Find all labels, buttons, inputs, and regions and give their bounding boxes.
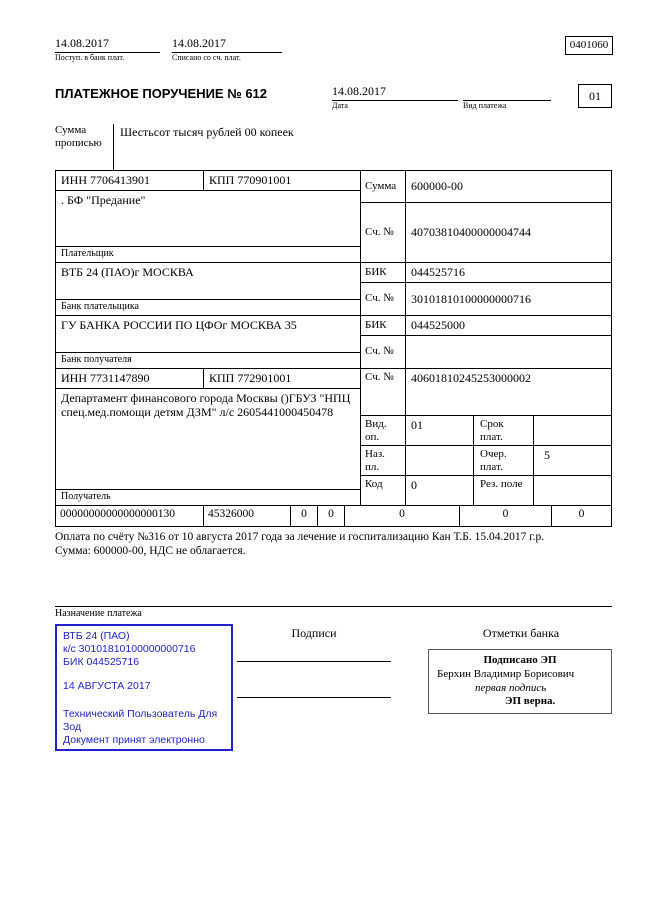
purpose-caption: Назначение платежа	[55, 606, 612, 620]
purpose-code-value	[406, 446, 474, 475]
payment-kind-label: Вид платежа	[463, 101, 507, 110]
queue-label: Очер. плат.	[474, 446, 534, 475]
payee-bank-name: ГУ БАНКА РОССИИ ПО ЦФОг МОСКВА 35	[61, 318, 297, 332]
signature-line-2	[237, 697, 391, 698]
budget-cell-period: 0	[318, 506, 345, 526]
field-doc-date	[332, 84, 458, 111]
payer-bank-bik-label: БИК	[361, 263, 406, 282]
payee-bank-account-label: Сч. №	[361, 336, 406, 368]
esign-title: Подписано ЭП	[483, 654, 557, 666]
signature-line-1	[237, 661, 391, 662]
sum-label: Сумма	[361, 171, 406, 202]
payee-inn: ИНН 7731147890	[56, 369, 204, 388]
op-type-label: Вид. оп.	[361, 416, 406, 445]
payer-kpp: КПП 770901001	[209, 173, 292, 187]
field-payment-kind	[463, 84, 551, 111]
status-code-box: 01	[578, 84, 612, 108]
payer-inn: ИНН 7706413901	[56, 171, 204, 190]
payer-bank-account-value: 30101810100000000716	[411, 291, 531, 306]
date-debited-value: 14.08.2017	[172, 36, 282, 53]
payee-name: Департамент финансового города Москвы ()ГБУЗ "НПЦ спец.мед.помощи детям ДЗМ" л/с 2605441000450478	[61, 391, 351, 420]
esign-stamp	[428, 649, 612, 714]
payer-bank-account-label: Сч. №	[361, 283, 406, 315]
doc-date-label: Дата	[332, 101, 348, 111]
code-value: 0	[406, 476, 474, 505]
budget-cell-kbk: 00000000000000000130	[56, 506, 204, 526]
signatures-label: Подписи	[291, 626, 337, 640]
esign-name: Берхин Владимир Борисович	[437, 667, 575, 680]
payer-bank-caption: Банк плательщика	[56, 299, 360, 315]
payer-name: . БФ "Предание"	[61, 193, 146, 207]
payer-bank-block	[56, 263, 611, 316]
stamp-accepted: Документ принят электронно	[63, 733, 205, 746]
payee-bank-caption: Банк получателя	[56, 352, 360, 368]
stamp-bik: БИК 044525716	[63, 656, 140, 669]
code-label: Код	[361, 476, 406, 505]
date-received-value: 14.08.2017	[55, 36, 160, 53]
payee-caption: Получатель	[56, 489, 360, 505]
term-label: Срок плат.	[474, 416, 534, 445]
payment-kind-value	[463, 84, 551, 101]
budget-cell-oktmo: 45326000	[204, 506, 291, 526]
payee-account-value: 40601810245253000002	[411, 371, 531, 385]
bank-marks-label: Отметки банка	[482, 626, 560, 640]
budget-cell-docnum: 0	[345, 506, 460, 526]
payee-bank-block	[56, 316, 611, 369]
queue-value: 5	[544, 448, 550, 462]
stamp-date: 14 АВГУСТА 2017	[63, 680, 151, 693]
doc-date-value: 14.08.2017	[332, 84, 458, 101]
budget-fields-row	[56, 506, 611, 526]
purpose-line-2: Сумма: 600000-00, НДС не облагается.	[55, 544, 246, 557]
payer-caption: Плательщик	[56, 246, 360, 262]
document-title: ПЛАТЕЖНОЕ ПОРУЧЕНИЕ № 612	[55, 86, 268, 101]
reserve-value	[534, 476, 611, 505]
payee-account-label: Сч. №	[361, 369, 406, 415]
purpose-code-label: Наз. пл.	[361, 446, 406, 475]
purpose-text	[55, 531, 612, 559]
payer-account-value: 40703810400000004744	[411, 225, 531, 240]
amount-words-value: Шестьсот тысяч рублей 00 копеек	[113, 124, 612, 170]
payee-bank-bik-label: БИК	[361, 316, 406, 335]
sum-value: 600000-00	[411, 179, 463, 194]
stamp-user: Технический Пользователь Для Зод	[63, 707, 218, 733]
payee-block	[56, 369, 611, 506]
budget-cell-basis: 0	[291, 506, 318, 526]
stamp-bank-name: ВТБ 24 (ПАО)	[63, 630, 130, 642]
date-received-label: Поступ. в банк плат.	[55, 53, 125, 63]
amount-words-label: Сумма прописью	[55, 124, 102, 150]
date-debited-label: Списано со сч. плат.	[172, 53, 241, 63]
esign-role: первая подпись	[475, 681, 547, 694]
op-type-value: 01	[406, 416, 474, 445]
purpose-line-1: Оплата по счёту №316 от 10 августа 2017 года за лечение и госпитализацию Кан Т.Б. 15.04.2017 г.р.	[55, 531, 545, 543]
budget-cell-type: 0	[578, 508, 585, 520]
payment-order-table	[55, 170, 612, 527]
form-code-box: 0401060	[565, 36, 613, 55]
payer-block	[56, 171, 611, 263]
budget-cell-docdate: 0	[460, 506, 552, 526]
esign-valid: ЭП верна.	[505, 695, 556, 708]
payee-bank-bik-value: 044525000	[411, 318, 465, 333]
term-value	[534, 416, 611, 445]
bank-stamp	[55, 624, 233, 751]
field-date-debited	[172, 36, 282, 63]
field-date-received	[55, 36, 160, 63]
payee-kpp: КПП 772901001	[209, 371, 292, 385]
payer-account-label: Сч. №	[361, 203, 406, 262]
reserve-label: Рез. поле	[474, 476, 534, 505]
stamp-corr-account: к/с 30101810100000000716	[63, 643, 196, 656]
payer-bank-bik-value: 044525716	[411, 265, 465, 280]
payer-bank-name: ВТБ 24 (ПАО)г МОСКВА	[61, 265, 194, 279]
